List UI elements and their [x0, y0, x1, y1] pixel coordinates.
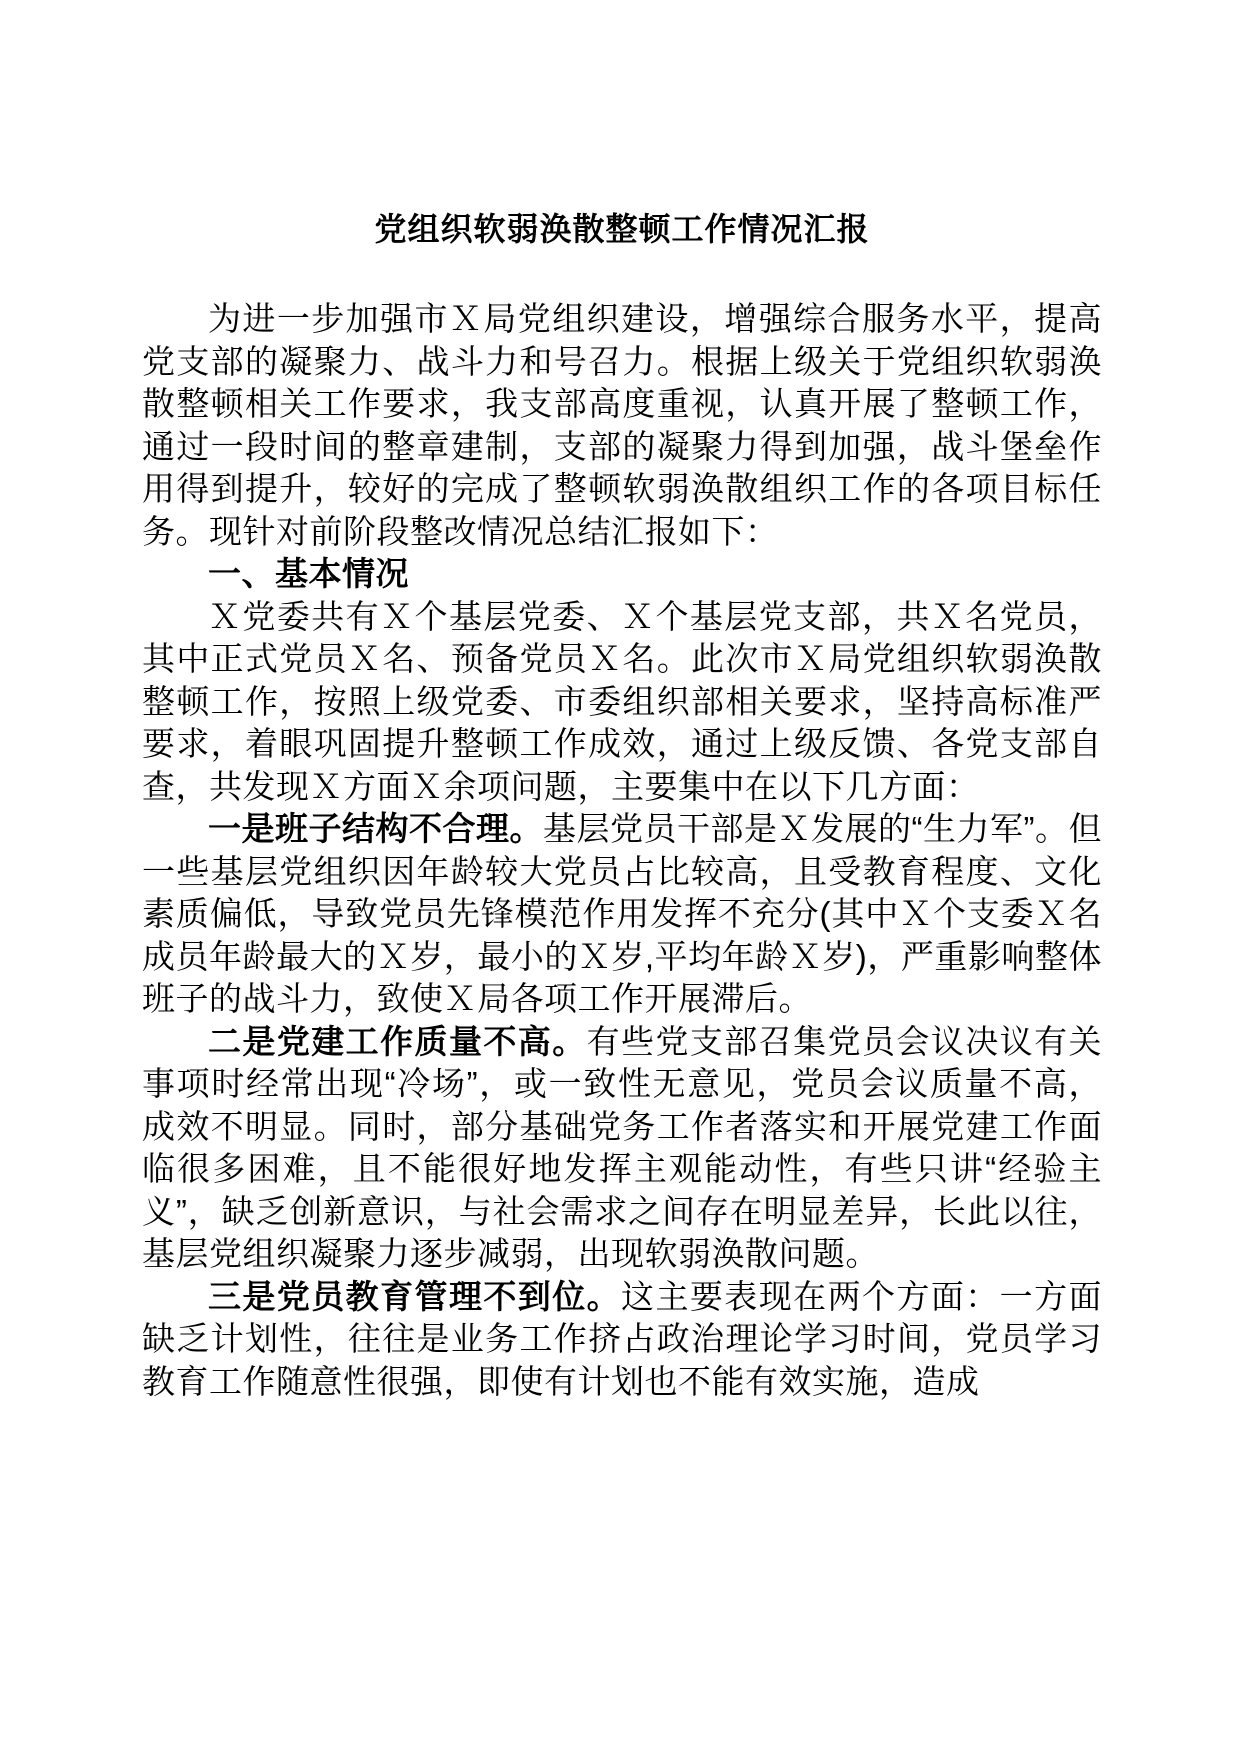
paragraph-lead: 一是班子结构不合理。 [208, 810, 544, 847]
paragraph-text: 有些党支部召集党员会议决议有关事项时经常出现“冷场”，或一致性无意见，党员会议质量不高，成效不明显。同时，部分基础党务工作者落实和开展党建工作面临很多困难，且不能很好地发挥主观能动性，有些只讲“经验主义”，缺乏创新意识，与社会需求之间存在明显差异，长此以往，基层党组织凝聚力逐步减弱，出现软弱涣散问题。 [142, 1022, 1103, 1272]
paragraph-basic-situation [142, 596, 1102, 809]
paragraph-text: Ｘ党委共有Ｘ个基层党委、Ｘ个基层党支部，共Ｘ名党员，其中正式党员Ｘ名、预备党员Ｘ名。此次市Ｘ局党组织软弱涣散整顿工作，按照上级党委、市委组织部相关要求，坚持高标准严要求，着眼巩固提升整顿工作成效，通过上级反馈、各党支部自查，共发现Ｘ方面Ｘ余项问题，主要集中在以下几方面： [142, 597, 1103, 805]
paragraph-issue-1 [142, 808, 1102, 1021]
paragraph-issue-2 [142, 1021, 1102, 1276]
section-heading-basic-situation [142, 553, 1102, 596]
paragraph-text: 这主要表现在两个方面：一方面缺乏计划性，往往是业务工作挤占政治理论学习时间，党员学习教育工作随意性很强，即使有计划也不能有效实施，造成 [142, 1277, 1103, 1400]
paragraph-text: 为进一步加强市Ｘ局党组织建设，增强综合服务水平，提高党支部的凝聚力、战斗力和号召力。根据上级关于党组织软弱涣散整顿相关工作要求，我支部高度重视，认真开展了整顿工作，通过一段时间的整章建制，支部的凝聚力得到加强，战斗堡垒作用得到提升，较好的完成了整顿软弱涣散组织工作的各项目标任务。现针对前阶段整改情况总结汇报如下： [142, 300, 1102, 550]
paragraph-text: 基层党员干部是Ｘ发展的“生力军”。但一些基层党组织因年龄较大党员占比较高，且受教育程度、文化素质偏低，导致党员先锋模范作用发挥不充分(其中Ｘ个支委Ｘ名成员年龄最大的Ｘ岁，最小的Ｘ岁,平均年龄Ｘ岁)，严重影响整体班子的战斗力，致使Ｘ局各项工作开展滞后。 [142, 810, 1103, 1017]
paragraph-lead: 三是党员教育管理不到位。 [208, 1277, 622, 1315]
paragraph-lead: 二是党建工作质量不高。 [208, 1022, 587, 1060]
section-heading-label: 一、基本情况 [208, 555, 409, 592]
paragraph-intro [142, 298, 1102, 553]
paragraph-issue-3 [142, 1276, 1102, 1404]
document-title: 党组织软弱涣散整顿工作情况汇报 [374, 211, 870, 247]
